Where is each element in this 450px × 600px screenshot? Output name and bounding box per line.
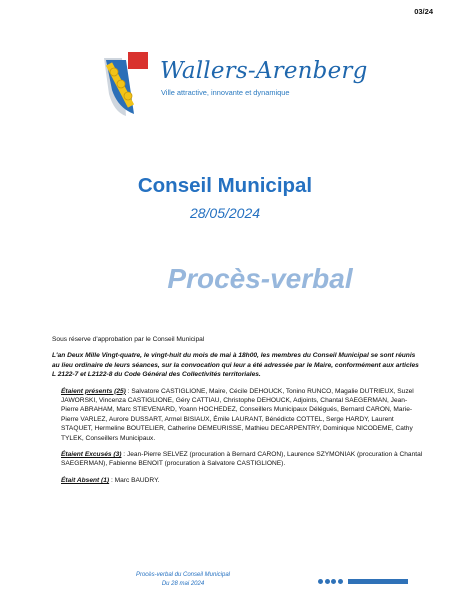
footer-contact-block — [318, 566, 410, 588]
instagram-icon — [325, 579, 330, 584]
approval-note: Sous réserve d'approbation par le Conseil Municipal — [52, 336, 205, 343]
page-footer — [118, 571, 248, 589]
present-list: : Salvatore CASTIGLIONE, Maire, Cécile DEHOUCK, Tonino RUNCO, Magalie DUTRIEUX, Suzel JAWORSKI, Vincenza CASTIGLIONE, Géry CATTIAU, Christophe DEHOUCK, Adjoints, Chantal SAEGERMAN, Jean-Pierre ABRAHAM, Marc STIEVENARD, Yoann HOCHEDEZ, Conseillers Municipaux Délégués, Bernard CARON, Marie-Pierre VARLEZ, Aurore DUSSART, Armel BISIAUX, Émile LAURANT, Bénédicte COTTEL, Serge HARDY, Laurent STAQUET, Hermeline BOUTELIER, Catherine DEMEURISSE, Mathieu DECARPENTRY, Dominique NICODEME, Cathy TYLEK, Conseillers Municipaux. — [61, 387, 414, 442]
document-body — [52, 335, 424, 492]
document-subtitle: Procès-verbal — [167, 263, 353, 294]
meeting-date: 28/05/2024 — [189, 205, 261, 221]
excused-members — [52, 450, 424, 469]
facebook-icon — [318, 579, 323, 584]
document-title: Conseil Municipal — [137, 174, 313, 197]
excused-heading: Étaient Excusés (3) — [61, 451, 122, 459]
absent-members — [52, 476, 424, 485]
website-banner — [348, 579, 408, 584]
town-name: Wallers-Arenberg — [160, 58, 368, 84]
footer-line-1: Procès-verbal du Conseil Municipal — [135, 572, 231, 578]
social-media-icons — [318, 579, 343, 584]
town-tagline: Ville attractive, innovante et dynamique — [161, 88, 290, 97]
linkedin-icon — [338, 579, 343, 584]
absent-heading: Était Absent (1) — [61, 476, 110, 484]
intro-paragraph: L'an Deux Mille Vingt-quatre, le vingt-huit du mois de mai à 18h00, les membres du Conseil Municipal se sont réunis au lieu ordinaire de leurs séances, sur la convocation qui leur a été adressée par le Maire, conformément aux articles L 2122-7 et L2122-8 du Code Général des Collectivités territoriales. — [52, 352, 419, 379]
present-members — [52, 387, 424, 443]
town-logo — [100, 46, 368, 128]
absent-list: : Marc BAUDRY. — [109, 476, 160, 484]
youtube-icon — [331, 579, 336, 584]
excused-list: : Jean-Pierre SELVEZ (procuration à Bernard CARON), Laurence SZYMONIAK (procuration à Chantal SAEGERMAN), Fabienne BENOIT (procuration à Salvatore CASTIGLIONE). — [61, 451, 423, 468]
page-number: 03/24 — [414, 7, 433, 16]
present-heading: Étaient présents (25) — [61, 387, 126, 395]
footer-line-2: Du 28 mai 2024 — [161, 581, 205, 587]
coat-of-arms-icon — [100, 46, 160, 128]
